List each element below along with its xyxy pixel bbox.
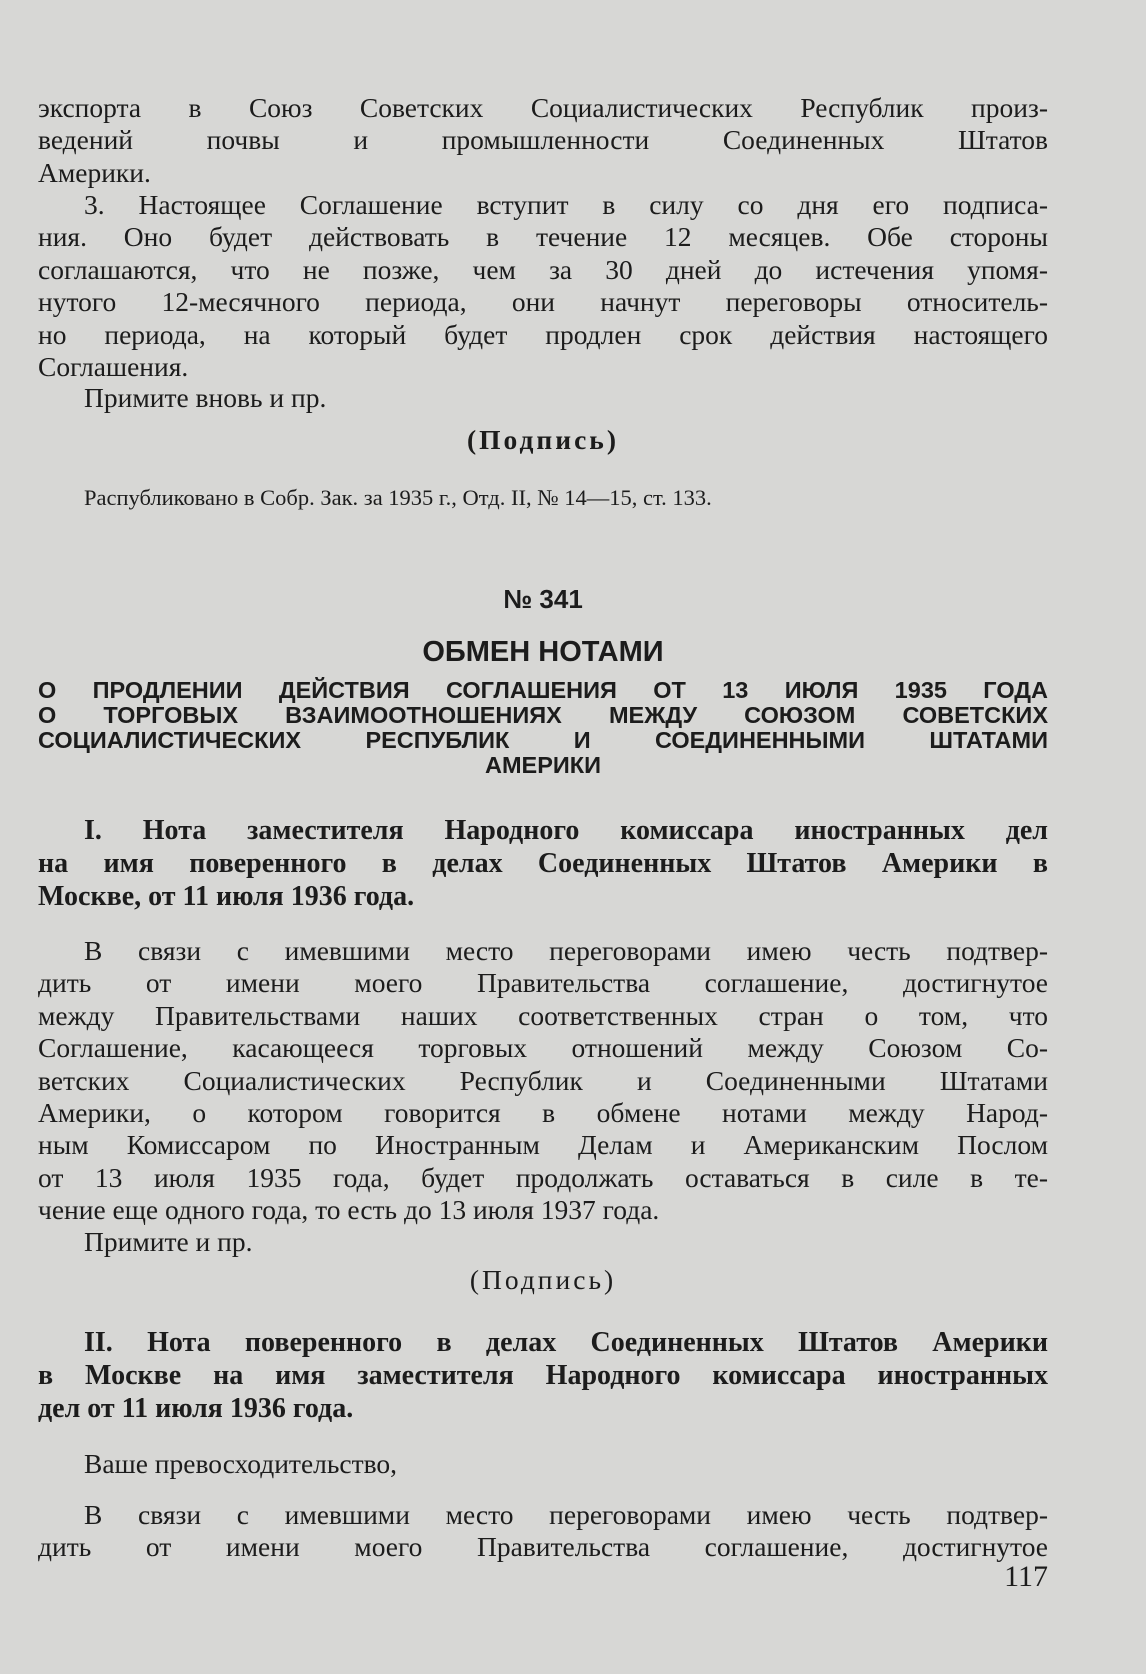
text-line: 3. Настоящее Соглашение вступит в силу со дня его подписа- — [84, 189, 1048, 220]
text-line: экспорта в Союз Советских Социалистических Республик произ- — [38, 92, 1048, 123]
text-line: Соглашение, касающееся торговых отношений между Союзом Со- — [38, 1032, 1048, 1064]
clause-3 — [38, 189, 1048, 383]
subtitle-line: О ПРОДЛЕНИИ ДЕЙСТВИЯ СОГЛАШЕНИЯ ОТ 13 ИЮЛЯ 1935 ГОДА — [38, 677, 1048, 703]
subtitle-line: СОЦИАЛИСТИЧЕСКИХ РЕСПУБЛИК И СОЕДИНЕННЫМИ ШТАТАМИ — [38, 727, 1048, 753]
signature-1 — [38, 424, 1048, 456]
heading-line: в Москве на имя заместителя Народного комиссара иностранных — [38, 1360, 1048, 1391]
closing-1 — [38, 382, 1048, 414]
subtitle-line: АМЕРИКИ — [484, 752, 602, 778]
text-line: ным Комиссаром по Иностранным Делам и Американским Послом — [38, 1129, 1048, 1161]
text-line: дить от имени моего Правительства соглашение, достигнутое — [38, 967, 1048, 999]
salutation — [38, 1448, 1048, 1480]
text-line: но периода, на который будет продлен срок действия настоящего — [38, 318, 1048, 350]
text-line: ведений почвы и промышленности Соединенных Штатов — [38, 124, 1048, 156]
closing-text: Примите и пр. — [84, 1226, 253, 1257]
signature-2 — [38, 1264, 1048, 1296]
salutation-text: Ваше превосходительство, — [84, 1448, 398, 1479]
note1-body — [38, 935, 1048, 1227]
text-line: соглашаются, что не позже, чем за 30 дней до истечения упомя- — [38, 253, 1048, 285]
signature-text: (Подпись) — [466, 424, 619, 455]
text-line: нутого 12-месячного периода, они начнут переговоры относитель- — [38, 286, 1048, 318]
doc-subtitle — [38, 678, 1048, 778]
doc-number — [38, 583, 1048, 615]
heading-line: I. Нота заместителя Народного комиссара иностранных дел — [84, 815, 1048, 846]
page-number: 117 — [1004, 1560, 1048, 1593]
text-line: Америки. — [38, 156, 151, 188]
closing-2 — [38, 1226, 1048, 1258]
text-line: В связи с имевшими место переговорами имею честь подтвер- — [84, 1499, 1048, 1530]
signature-text: (Подпись) — [469, 1264, 617, 1295]
text-line: В связи с имевшими место переговорами имею честь подтвер- — [84, 935, 1048, 966]
published-note — [84, 484, 984, 512]
text-line: Соглашения. — [38, 351, 189, 383]
note2-body — [38, 1499, 1048, 1564]
note2-heading — [38, 1326, 1048, 1425]
title-text: ОБМЕН НОТАМИ — [422, 636, 664, 668]
heading-line: на имя поверенного в делах Соединенных Штатов Америки в — [38, 848, 1048, 879]
text-line: между Правительствами наших соответственных стран о том, что — [38, 999, 1048, 1031]
published-text: Распубликовано в Собр. Зак. за 1935 г., Отд. II, № 14—15, ст. 133. — [84, 485, 712, 510]
top-paragraph — [38, 92, 1048, 189]
text-line: чение еще одного года, то есть до 13 июля 1937 года. — [38, 1194, 660, 1226]
note1-heading — [38, 814, 1048, 913]
text-line: ветских Социалистических Республик и Соединенными Штатами — [38, 1064, 1048, 1096]
heading-line: дел от 11 июля 1936 года. — [38, 1393, 354, 1424]
text-line: от 13 июля 1935 года, будет продолжать оставаться в силе в те- — [38, 1161, 1048, 1193]
subtitle-line: О ТОРГОВЫХ ВЗАИМООТНОШЕНИЯХ МЕЖДУ СОЮЗОМ СОВЕТСКИХ — [38, 702, 1048, 728]
text-line: дить от имени моего Правительства соглашение, достигнутое — [38, 1531, 1048, 1563]
text-line: Америки, о котором говорится в обмене нотами между Народ- — [38, 1097, 1048, 1129]
text-line: ния. Оно будет действовать в течение 12 месяцев. Обе стороны — [38, 221, 1048, 253]
doc-number-text: № 341 — [503, 584, 583, 614]
heading-line: II. Нота поверенного в делах Соединенных Штатов Америки — [84, 1327, 1048, 1358]
doc-title — [38, 636, 1048, 668]
closing-text: Примите вновь и пр. — [84, 382, 327, 413]
heading-line: Москве, от 11 июля 1936 года. — [38, 881, 415, 912]
